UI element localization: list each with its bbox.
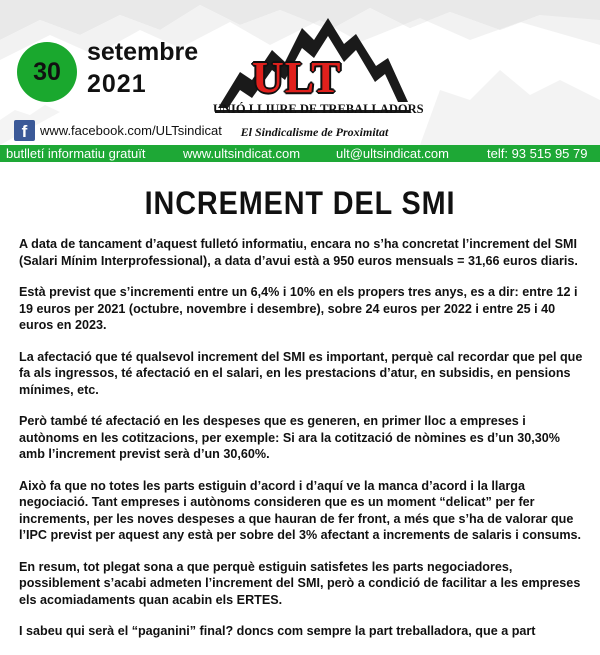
- issue-month: setembre: [87, 38, 199, 66]
- email-link[interactable]: ult@ultsindicat.com: [336, 146, 449, 161]
- article-paragraph: Està previst que s’incrementi entre un 6,4% i 10% en els propers tres anys, es a dir: entre 12 i 19 euros per 2021 (octubre, novembre i desembre), sobre 24 euros per 2022 i entre 25 i 40 euros en 2023.: [19, 285, 578, 332]
- issue-day: 30: [33, 57, 61, 86]
- article-body: [19, 236, 584, 655]
- newsletter-header: [0, 0, 600, 145]
- day-badge: [17, 42, 77, 102]
- article-paragraph: En resum, tot plegat sona a que perquè estiguin satisfetes les parts negociadores, possiblement s’acabi admeten l’increment del SMI, però a condició de facilitar a les empreses els acomiadaments quan acabin els ERTES.: [19, 559, 581, 607]
- article-title: INCREMENT DEL SMI: [144, 185, 456, 221]
- facebook-icon[interactable]: f: [14, 120, 35, 141]
- logo-tagline: El Sindicalisme de Proximitat: [232, 124, 397, 140]
- contact-bar: [0, 145, 600, 162]
- article-paragraph: I sabeu qui serà el “paganini” final? doncs com sempre la part treballadora, que a part: [19, 624, 536, 638]
- logo-text: ULT: [252, 53, 342, 102]
- bulletin-label: butlletí informatiu gratuït: [6, 146, 146, 161]
- facebook-link[interactable]: www.facebook.com/ULTsindicat: [40, 123, 222, 138]
- issue-year: 2021: [87, 70, 147, 98]
- phone-number: telf: 93 515 95 79: [487, 146, 588, 161]
- article-paragraph: A data de tancament d’aquest fulletó informatiu, encara no s’ha concretat l’increment del SMI (Salari Mínim Interprofessional), a data d’avui està a 950 euros mensuals = 31,66 euros diaris.: [19, 237, 578, 268]
- article-paragraph: Però també té afectació en les despeses que es generen, en primer lloc a empreses i autònoms en les cotitzacions, per exemple: Si ara la cotització de nòmines es d’un 30,30% amb l’increment previst serà d’un 30,60%.: [19, 414, 561, 461]
- website-link[interactable]: www.ultsindicat.com: [183, 146, 301, 161]
- logo-subtitle: UNIÓ LLIURE DE TREBALLADORS: [213, 102, 424, 116]
- article-paragraph: Això fa que no totes les parts estiguin d’acord i d’aquí ve la manca d’acord i la llarga negociació. Tant empreses i autònoms consideren que es un moment “delicat” per fer increments, per les noves despeses a que hauran de fer front, a més que s’ha de valorar que l’IPC previst per aquest any està per sobre del 3% afectant a increments de salaris i consums.: [19, 478, 582, 542]
- article-paragraph: La afectació que té qualsevol increment del SMI es important, perquè cal recordar que pel que fa als ingressos, té afectació en el salari, en les prestacions d’atur, en subsidis, en pensions mínimes, etc.: [19, 349, 583, 397]
